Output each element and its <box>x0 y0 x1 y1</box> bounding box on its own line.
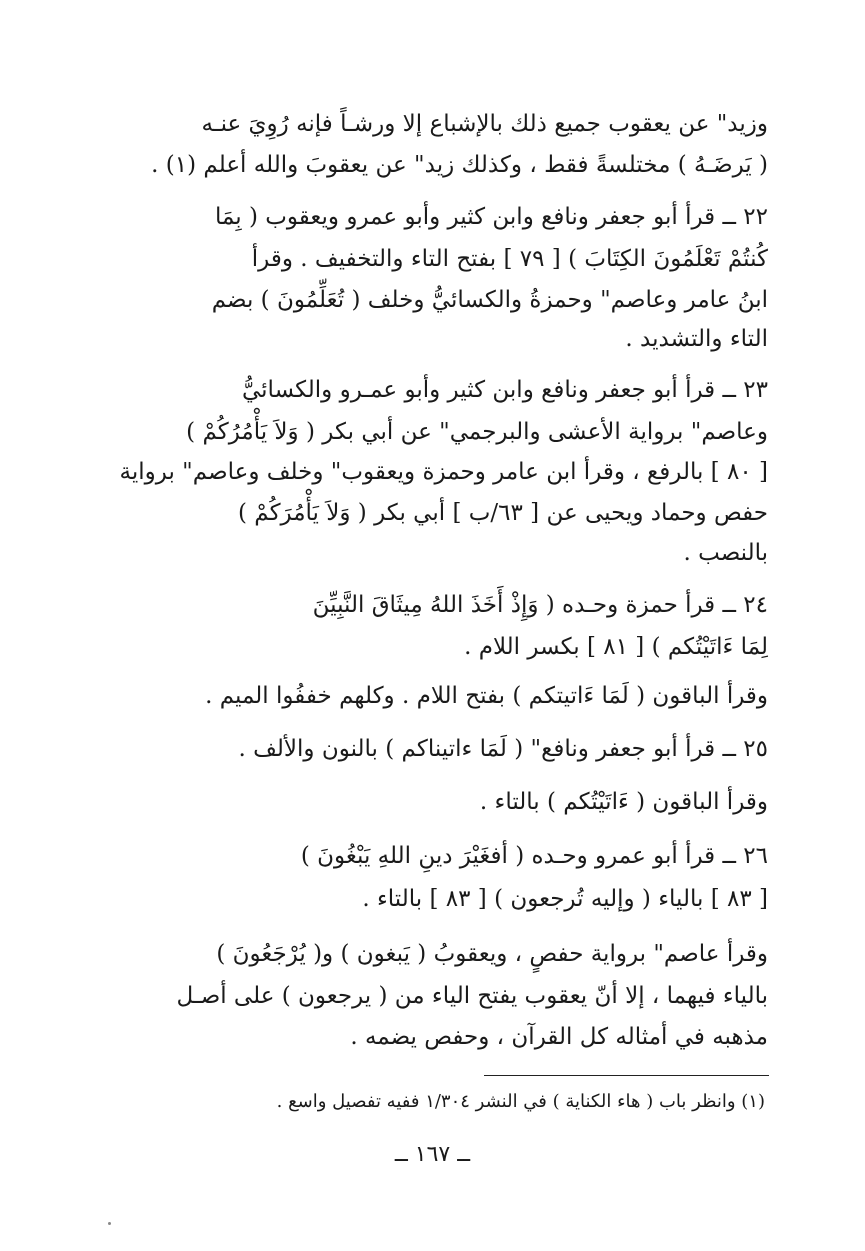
text-line: ٢٦ ــ قرأ أبو عمرو وحـده ( أفغَيْرَ دينِ اللهِ يَبْغُونَ ) <box>300 843 768 869</box>
text-line: مذهبه في أمثاله كل القرآن ، وحفص يضمه . <box>350 1024 768 1050</box>
text-line: [ ٨٠ ] بالرفع ، وقرأ ابن عامر وحمزة ويعقوب" وخلف وعاصم" برواية <box>119 459 768 485</box>
text-line: بالنصب . <box>683 540 768 566</box>
scan-speck <box>108 1222 111 1225</box>
footnote: (١) وانظر باب ( هاء الكناية ) في النشر ١/٣٠٤ ففيه تفصيل واسع . <box>276 1091 765 1112</box>
text-line: كُنتُمْ تَعْلَمُونَ الكِتَابَ ) [ ٧٩ ] بفتح التاء والتخفيف . وقرأ <box>251 246 768 272</box>
text-line: ٢٤ ــ قرأ حمزة وحـده ( وَإِذْ أَخَذَ اللهُ مِيثَاقَ النَّبِيِّنَ <box>312 592 768 618</box>
text-line: [ ٨٣ ] بالياء ( وإليه تُرجعون ) [ ٨٣ ] بالتاء . <box>362 886 768 912</box>
footnote-divider <box>484 1075 769 1076</box>
text-line: حفص وحماد ويحيى عن [ ٦٣/ب ] أبي بكر ( وَلاَ يَأْمُرَكُمْ ) <box>237 500 768 526</box>
text-line: لِمَا ءَاتَيْتُكم ) [ ٨١ ] بكسر اللام . <box>464 634 768 660</box>
text-line: ( يَرضَـهُ ) مختلسةً فقط ، وكذلك زيد" عن يعقوبَ والله أعلم (١) . <box>151 152 768 178</box>
text-line: بالياء فيهما ، إلا أنّ يعقوب يفتح الياء من ( يرجعون ) على أصـل <box>176 983 768 1009</box>
text-line: وقرأ عاصم" برواية حفصٍ ، ويعقوبُ ( يَبغون ) و( يُرْجَعُونَ ) <box>216 941 768 967</box>
text-line: وقرأ الباقون ( لَمَا ءَاتيتكم ) بفتح اللام . وكلهم خففُوا الميم . <box>205 683 768 709</box>
text-line: ٢٣ ــ قرأ أبو جعفر ونافع وابن كثير وأبو عمـرو والكسائيُّ <box>241 377 768 403</box>
text-line: وقرأ الباقون ( ءَاتَيْتُكم ) بالتاء . <box>479 789 768 815</box>
text-line: التاء والتشديد . <box>625 326 768 352</box>
text-line: وعاصم" برواية الأعشى والبرجمي" عن أبي بكر ( وَلاَ يَأْمُرُكُمْ ) <box>186 419 768 445</box>
text-line: ابنُ عامر وعاصم" وحمزةُ والكسائيُّ وخلف ( تُعَلِّمُونَ ) بضم <box>211 287 768 313</box>
text-line: ٢٢ ــ قرأ أبو جعفر ونافع وابن كثير وأبو عمرو ويعقوب ( بِمَا <box>214 204 768 230</box>
text-line: ٢٥ ــ قرأ أبو جعفر ونافع" ( لَمَا ءاتيناكم ) بالنون والألف . <box>238 736 768 762</box>
main-text <box>100 0 768 1060</box>
page-number: ــ ١٦٧ ــ <box>394 1142 471 1167</box>
text-line: وزيد" عن يعقوب جميع ذلك بالإشباع إلا ورشـاً فإنه رُوِيَ عنـه <box>201 111 768 137</box>
